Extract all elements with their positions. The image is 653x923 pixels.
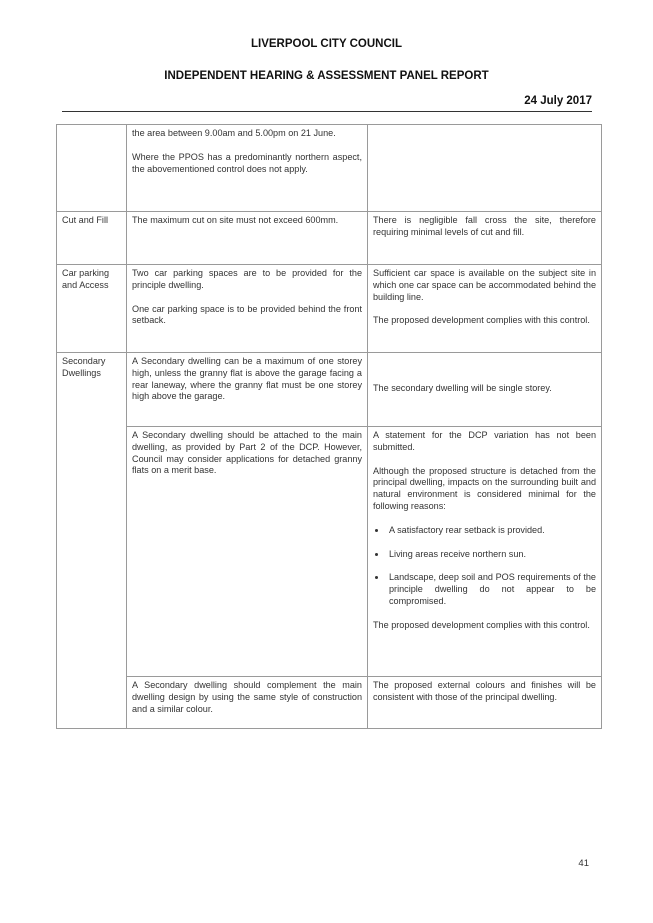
table-row (57, 212, 602, 265)
control-cell (127, 353, 368, 427)
control-text: the area between 9.00am and 5.00pm on 21 June. (132, 128, 336, 138)
control-cell (127, 125, 368, 212)
table-row (57, 427, 602, 677)
comment-text: Sufficient car space is available on the subject site in which one car space can be accommodated behind the building line. (373, 268, 596, 302)
comment-text: A statement for the DCP variation has not been submitted. (373, 430, 596, 452)
label-cell: Cut and Fill (57, 212, 127, 265)
comment-cell (368, 265, 602, 353)
comment-text: The proposed development complies with this control. (373, 619, 590, 630)
control-text: A Secondary dwelling should complement the main dwelling design by using the same style of construction and a similar colour. (132, 680, 362, 714)
comment-cell (368, 353, 602, 427)
control-cell (127, 427, 368, 677)
comment-text: There is negligible fall cross the site, therefore requiring minimal levels of cut and fill. (373, 215, 596, 237)
comment-cell (368, 125, 602, 212)
comment-cell (368, 212, 602, 265)
header-rule (62, 111, 592, 112)
label-cell: Car parking and Access (57, 265, 127, 353)
comment-cell (368, 427, 602, 677)
list-item: • Living areas receive northern sun. (387, 549, 596, 561)
list-item: • A satisfactory rear setback is provided. (387, 525, 596, 537)
council-name: LIVERPOOL CITY COUNCIL (250, 38, 402, 50)
control-text: A Secondary dwelling should be attached to the main dwelling, as provided by Part 2 of the DCP. However, Council may consider applications for detached granny flats on a merit base. (132, 430, 362, 476)
comment-text: The secondary dwelling will be single storey. (373, 382, 552, 393)
control-cell (127, 677, 368, 729)
control-text: A Secondary dwelling can be a maximum of one storey high, unless the granny flat is above the garage facing a rear laneway, where the granny flat must be one storey high above the garage. (132, 356, 362, 402)
comment-text: The proposed development complies with this control. (373, 315, 590, 326)
report-title: INDEPENDENT HEARING & ASSESSMENT PANEL REPORT (164, 70, 489, 82)
table-row (57, 125, 602, 212)
control-text: Two car parking spaces are to be provided for the principle dwelling. (132, 268, 362, 290)
label-cell (57, 125, 127, 212)
list-item: • Landscape, deep soil and POS requirements of the principle dwelling do not appear to be compromised. (387, 572, 596, 607)
table-row (57, 265, 602, 353)
report-date: 24 July 2017 (524, 95, 592, 107)
comment-cell (368, 677, 602, 729)
control-cell (127, 212, 368, 265)
reasons-list (373, 525, 596, 608)
assessment-table (56, 124, 602, 729)
comment-text: Although the proposed structure is detached from the principal dwelling, impacts on the surrounding built and natural environment is considered minimal for the following reasons: (373, 465, 596, 511)
control-cell (127, 265, 368, 353)
table-row (57, 677, 602, 729)
table-row (57, 353, 602, 427)
control-text: One car parking space is to be provided behind the front setback. (132, 303, 362, 326)
label-cell: Secondary Dwellings (57, 353, 127, 729)
page-number: 41 (578, 858, 589, 869)
control-text: The maximum cut on site must not exceed 600mm. (132, 215, 339, 225)
comment-text: The proposed external colours and finishes will be consistent with those of the principal dwelling. (373, 680, 596, 702)
control-text: Where the PPOS has a predominantly northern aspect, the abovementioned control does not apply. (132, 151, 362, 174)
